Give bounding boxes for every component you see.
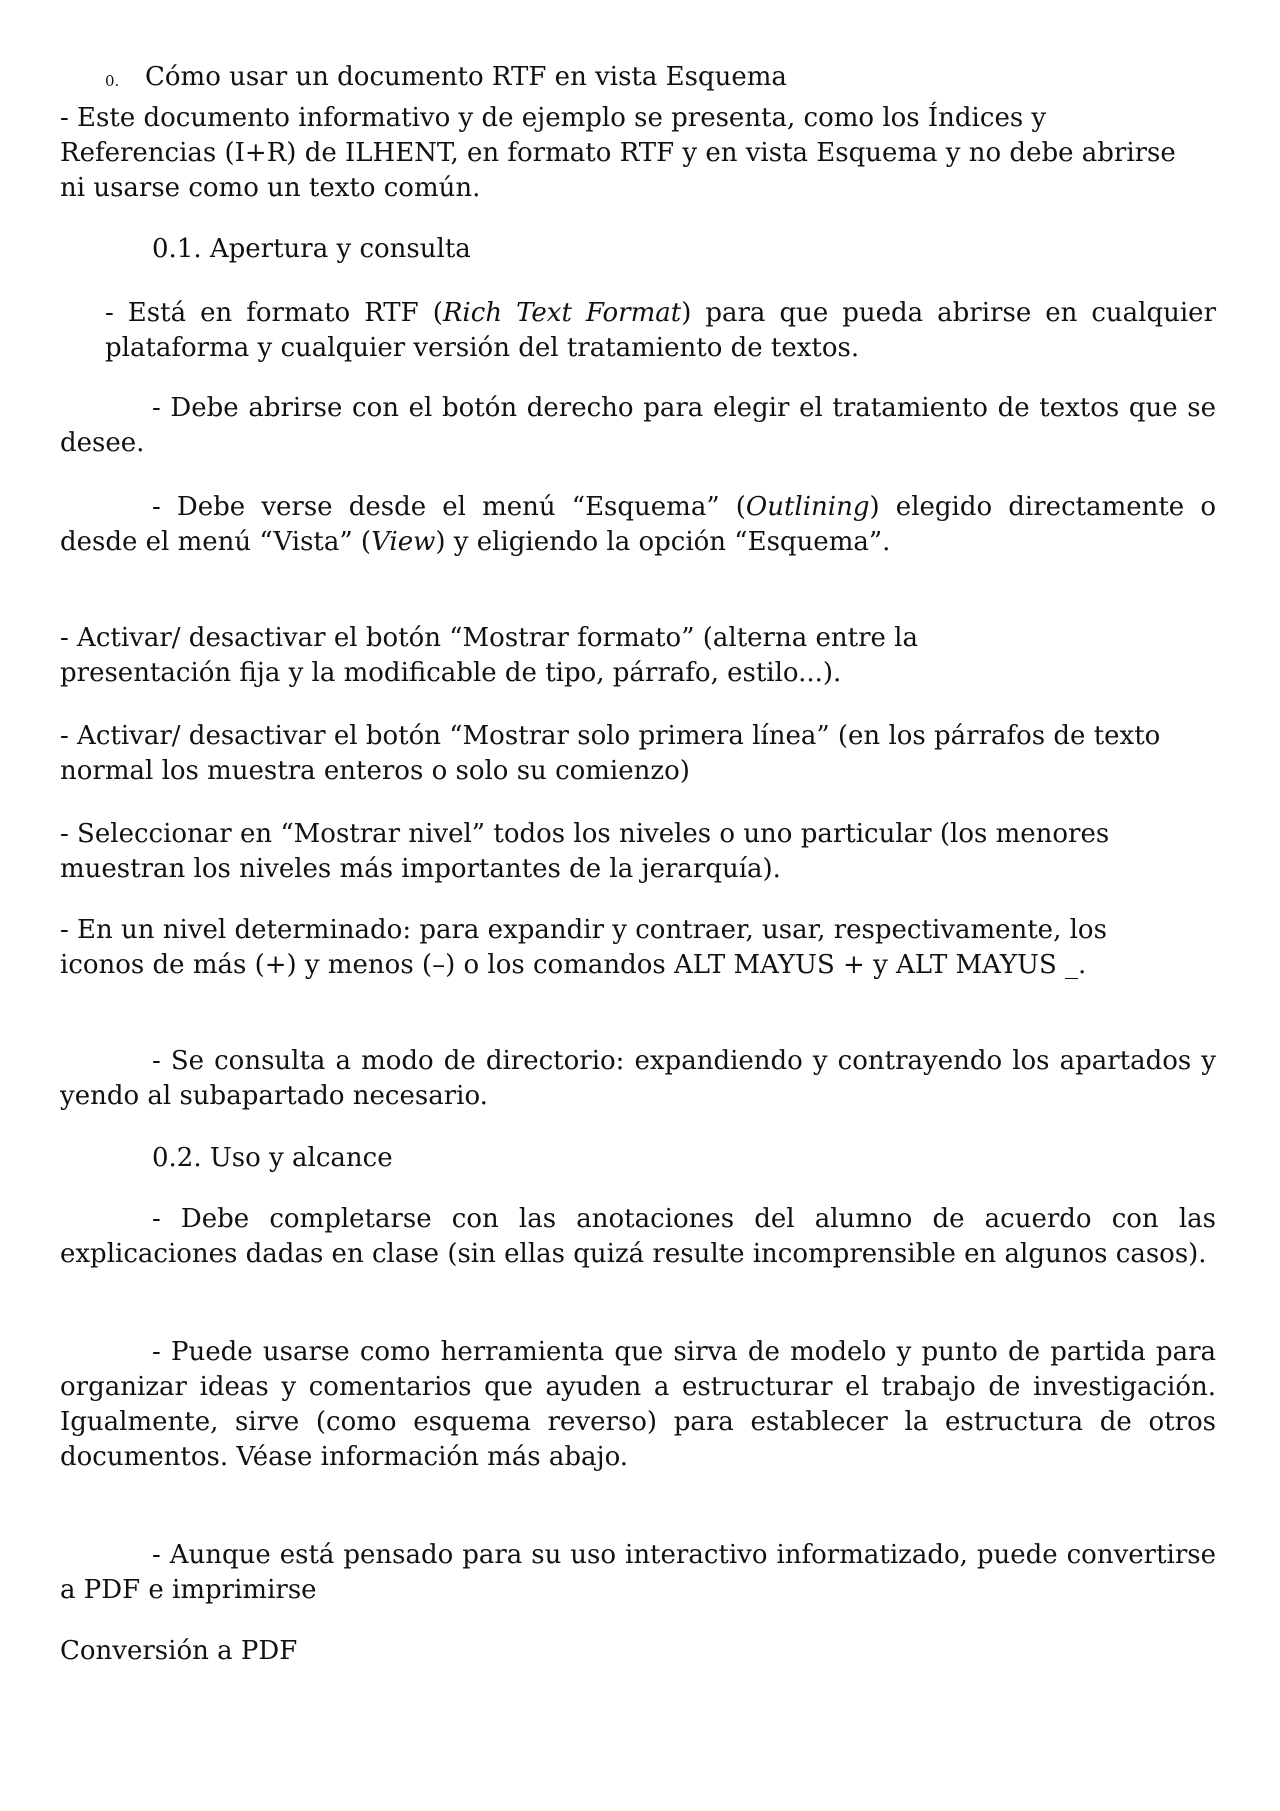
italic-term: Rich Text Format xyxy=(442,298,682,328)
paragraph-expand-collapse: - En un nivel determinado: para expandir y contraer, usar, respectivamente, los iconos de más (+) y menos (–) o los comandos ALT MAYUS + y ALT MAYUS _. xyxy=(60,915,1107,980)
text-run: ) y eligiendo la opción “Esquema”. xyxy=(435,527,891,557)
italic-term: Outlining xyxy=(745,492,870,522)
paragraph-open-with: - Debe abrirse con el botón derecho para elegir el tratamiento de textos que se desee. xyxy=(60,393,1216,458)
text-run: - Está en formato RTF ( xyxy=(105,298,443,328)
section-heading-0-2: 0.2. Uso y alcance xyxy=(152,1143,393,1173)
paragraph-show-format: - Activar/ desactivar el botón “Mostrar formato” (alterna entre la presentación fija y la modificable de tipo, párrafo, estilo...). xyxy=(60,623,918,688)
italic-term: View xyxy=(371,527,436,557)
heading-title: Cómo usar un documento RTF en vista Esquema xyxy=(145,62,787,92)
paragraph-show-level: - Seleccionar en “Mostrar nivel” todos los niveles o uno particular (los menores muestran los niveles más importantes de la jerarquía). xyxy=(60,819,1110,884)
text-run: ) para que pueda abrirse en cualquier plataforma y cualquier versión del tratamiento de textos. xyxy=(105,298,1216,363)
paragraph-first-line: - Activar/ desactivar el botón “Mostrar solo primera línea” (en los párrafos de texto normal los muestra enteros o solo su comienzo) xyxy=(60,721,1161,786)
text-run: - Debe verse desde el menú “Esquema” ( xyxy=(152,492,746,522)
paragraph-outline-view xyxy=(60,490,1216,560)
section-heading-0-1: 0.1. Apertura y consulta xyxy=(152,234,471,264)
paragraph-complete-notes: - Debe completarse con las anotaciones del alumno de acuerdo con las explicaciones dadas en clase (sin ellas quizá resulte incomprensible en algunos casos). xyxy=(60,1204,1216,1269)
paragraph-convert-pdf: - Aunque está pensado para su uso interactivo informatizado, puede convertirse a PDF e imprimirse xyxy=(60,1540,1216,1605)
intro-paragraph: - Este documento informativo y de ejemplo se presenta, como los Índices y Referencias (I+R) de ILHENT, en formato RTF y en vista Esquema y no debe abrirse ni usarse como un texto común. xyxy=(60,103,1176,203)
paragraph-rtf-format xyxy=(105,296,1216,366)
paragraph-tool-model: - Puede usarse como herramienta que sirva de modelo y punto de partida para organizar ideas y comentarios que ayuden a estructurar el trabajo de investigación. Igualmente, sirve (como esquema reverso) para establecer la estructura de otros documentos. Véase información más abajo. xyxy=(60,1337,1216,1472)
footer-heading: Conversión a PDF xyxy=(60,1636,298,1666)
text-run: ) elegido directamente o desde el menú “Vista” ( xyxy=(60,492,1216,557)
heading-number: 0. xyxy=(105,72,120,90)
paragraph-directory: - Se consulta a modo de directorio: expandiendo y contrayendo los apartados y yendo al subapartado necesario. xyxy=(60,1046,1216,1111)
